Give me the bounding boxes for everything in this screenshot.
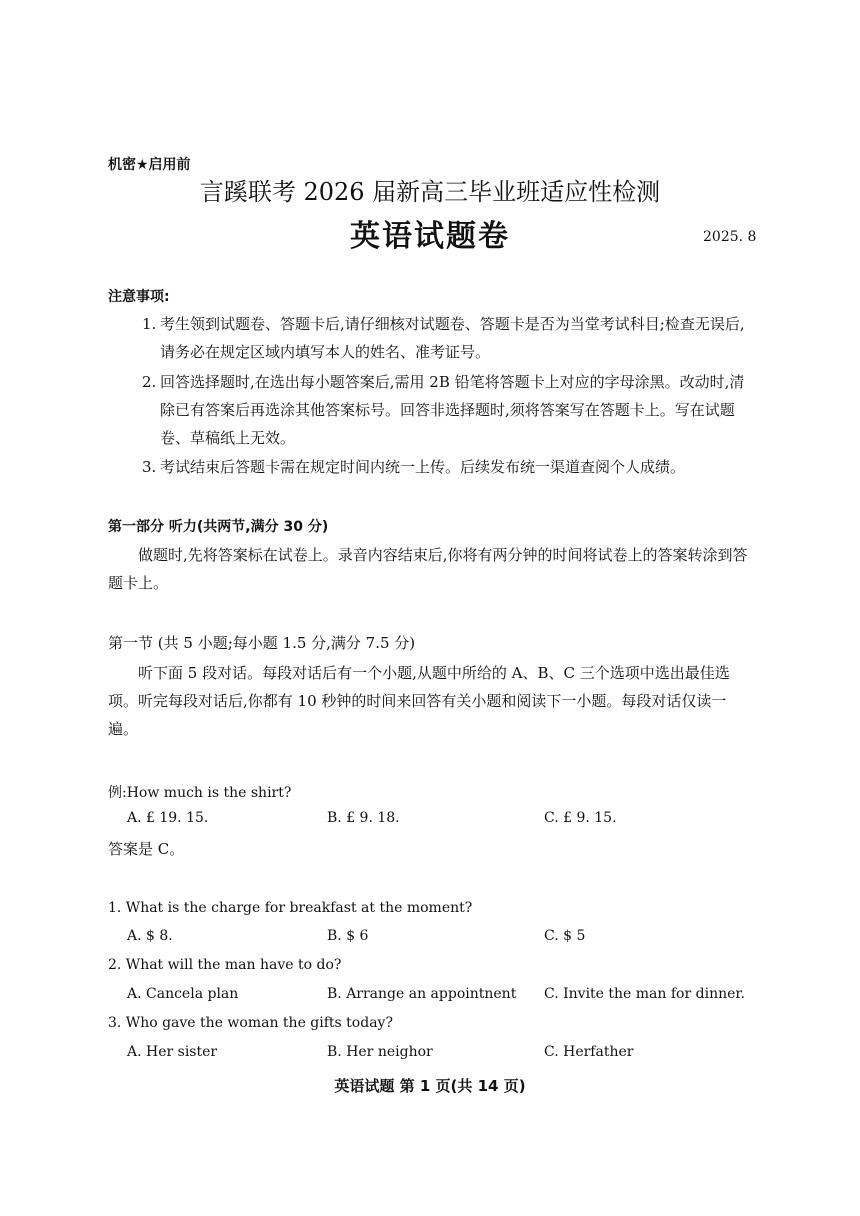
page-footer: 英语试题 第 1 页(共 14 页) (334, 1077, 526, 1095)
note-item (142, 310, 757, 366)
note-item (142, 368, 757, 452)
section-instruction: 听下面 5 段对话。每段对话后有一个小题,从题中所给的 A、B、C 三个选项中选出最佳选项。听完每段对话后,你都有 10 秒钟的时间来回答有关小题和阅读下一小题。每段对话仅读一遍。 (108, 664, 730, 738)
exam-date: 2025. 8 (703, 229, 757, 245)
part-heading: 第一部分 听力(共两节,满分 30 分) (108, 519, 329, 535)
option-b: B. $ 6 (327, 928, 369, 944)
option-a: A. Cancela plan (127, 986, 239, 1002)
option-c: C. Invite the man for dinner. (544, 986, 745, 1002)
option-a: A. Her sister (127, 1044, 218, 1060)
example-option-b: B. £ 9. 18. (327, 810, 400, 826)
note-item (142, 453, 757, 481)
part-instruction: 做题时,先将答案标在试卷上。录音内容结束后,你将有两分钟的时间将试卷上的答案转涂到答题卡上。 (108, 546, 748, 592)
example-answer: 答案是 C。 (108, 840, 185, 858)
note-text: 考试结束后答题卡需在规定时间内统一上传。后续发布统一渠道查阅个人成绩。 (160, 458, 686, 476)
exam-title: 言蹊联考 2026 届新高三毕业班适应性检测 (199, 178, 661, 206)
question-text: 3. Who gave the woman the gifts today? (108, 1015, 393, 1031)
note-text: 考生领到试题卷、答题卡后,请仔细核对试题卷、答题卡是否为当堂考试科目;检查无误后,请务必在规定区域内填写本人的姓名、准考证号。 (160, 315, 745, 361)
option-c: C. $ 5 (544, 928, 586, 944)
note-number: 2. (142, 373, 157, 391)
question-text: 2. What will the man have to do? (108, 957, 342, 973)
note-number: 3. (142, 458, 157, 476)
example-question: 例:How much is the shirt? (108, 785, 292, 801)
option-c: C. Herfather (544, 1044, 634, 1060)
example-option-a: A. £ 19. 15. (127, 810, 209, 826)
exam-subtitle: 英语试题卷 (350, 219, 510, 254)
option-a: A. $ 8. (127, 928, 173, 944)
note-text: 回答选择题时,在选出每小题答案后,需用 2B 铅笔将答题卡上对应的字母涂黑。改动时,清除已有答案后再选涂其他答案标号。回答非选择题时,须将答案写在答题卡上。写在试题卷、草稿纸上无效。 (160, 373, 745, 447)
note-number: 1. (142, 315, 157, 333)
option-b: B. Arrange an appointnent (327, 986, 517, 1002)
notes-heading: 注意事项: (108, 289, 170, 305)
section-heading: 第一节 (共 5 小题;每小题 1.5 分,满分 7.5 分) (108, 634, 416, 652)
confidential-label: 机密★启用前 (108, 157, 191, 173)
example-option-c: C. £ 9. 15. (544, 810, 617, 826)
question-text: 1. What is the charge for breakfast at the moment? (108, 900, 473, 916)
option-b: B. Her neighor (327, 1044, 433, 1060)
